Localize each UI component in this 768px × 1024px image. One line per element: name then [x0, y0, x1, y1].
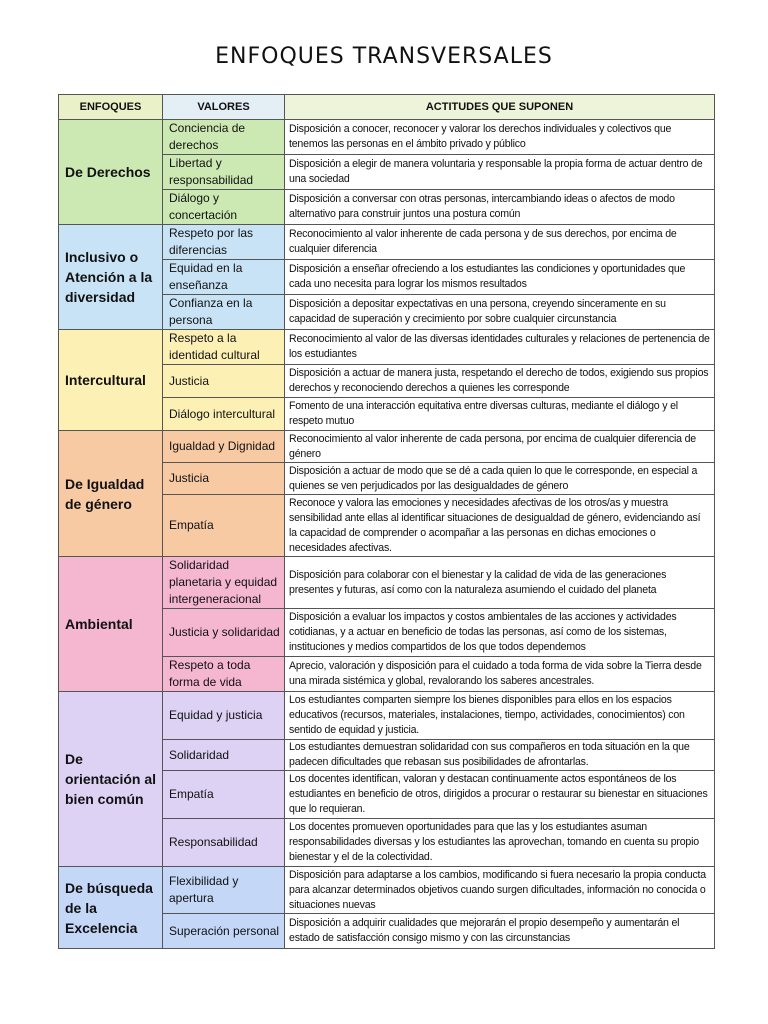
- valor-cell: Superación personal: [163, 914, 285, 949]
- valor-cell: Justicia: [163, 365, 285, 398]
- actitud-cell: Disposición a conversar con otras personas, intercambiando ideas o afectos de modo alternativo para construir juntos una postura común: [285, 190, 715, 225]
- valor-cell: Empatía: [163, 495, 285, 557]
- header-enfoques: ENFOQUES: [59, 95, 163, 120]
- header-actitudes: ACTITUDES QUE SUPONEN: [285, 95, 715, 120]
- actitud-cell: Reconoce y valora las emociones y necesidades afectivas de los otros/as y muestra sensibilidad ante ellas al identificar situaciones de desigualdad de género, evidenciando así la capacidad de comprender o acompañar a las personas en dichas emociones o necesidades afectivas.: [285, 495, 715, 557]
- valor-cell: Confianza en la persona: [163, 295, 285, 330]
- actitud-cell: Aprecio, valoración y disposición para el cuidado a toda forma de vida sobre la Tierra desde una mirada sistémica y global, revalorando los saberes ancestrales.: [285, 657, 715, 692]
- valor-cell: Diálogo y concertación: [163, 190, 285, 225]
- valor-cell: Justicia: [163, 463, 285, 495]
- actitud-cell: Reconocimiento al valor inherente de cada persona y de sus derechos, por encima de cualquier diferencia: [285, 225, 715, 260]
- valor-cell: Solidaridad planetaria y equidad intergeneracional: [163, 557, 285, 609]
- valor-cell: Igualdad y Dignidad: [163, 431, 285, 463]
- actitud-cell: Disposición a actuar de modo que se dé a cada quien lo que le corresponde, en especial a quienes se ven perjudicados por las desigualdades de género: [285, 463, 715, 495]
- actitud-cell: Disposición a depositar expectativas en una persona, creyendo sinceramente en su capacidad de superación y crecimiento por sobre cualquier circunstancia: [285, 295, 715, 330]
- enfoque-derechos: De Derechos: [59, 120, 163, 225]
- valor-cell: Equidad en la enseñanza: [163, 260, 285, 295]
- actitud-cell: Los docentes identifican, valoran y destacan continuamente actos espontáneos de los estudiantes en beneficio de otros, dirigidos a procurar o restaurar su bienestar en situaciones que lo requieran.: [285, 771, 715, 819]
- actitud-cell: Disposición a adquirir cualidades que mejorarán el propio desempeño y aumentarán el estado de satisfacción consigo mismo y con las circunstancias: [285, 914, 715, 949]
- valor-cell: Conciencia de derechos: [163, 120, 285, 155]
- actitud-cell: Disposición para colaborar con el bienestar y la calidad de vida de las generaciones presentes y futuras, así como con la naturaleza asumiendo el cuidado del planeta: [285, 557, 715, 609]
- actitud-cell: Los estudiantes demuestran solidaridad con sus compañeros en toda situación en la que padecen dificultades que rebasan sus posibilidades de afrontarlas.: [285, 740, 715, 771]
- valor-cell: Respeto a toda forma de vida: [163, 657, 285, 692]
- header-valores: VALORES: [163, 95, 285, 120]
- enfoque-inclusivo: Inclusivo o Atención a la diversidad: [59, 225, 163, 330]
- table-header-row: [59, 95, 715, 120]
- actitud-cell: Disposición para adaptarse a los cambios, modificando si fuera necesario la propia conducta para alcanzar determinados objetivos cuando surgen dificultades, información no conocida o situaciones nuevas: [285, 867, 715, 914]
- valor-cell: Diálogo intercultural: [163, 398, 285, 431]
- valor-cell: Respeto a la identidad cultural: [163, 330, 285, 365]
- actitud-cell: Los docentes promueven oportunidades para que las y los estudiantes asuman responsabilidades diversas y los estudiantes las aprovechan, tomando en cuenta su propio bienestar y el de la colectividad.: [285, 819, 715, 867]
- table-row: [59, 330, 715, 365]
- enfoque-intercultural: Intercultural: [59, 330, 163, 431]
- valor-cell: Justicia y solidaridad: [163, 609, 285, 657]
- actitud-cell: Disposición a elegir de manera voluntaria y responsable la propia forma de actuar dentro de una sociedad: [285, 155, 715, 190]
- valor-cell: Libertad y responsabilidad: [163, 155, 285, 190]
- actitud-cell: Disposición a conocer, reconocer y valorar los derechos individuales y colectivos que tenemos las personas en el ámbito privado y público: [285, 120, 715, 155]
- enfoque-bien-comun: De orientación al bien común: [59, 692, 163, 867]
- table-row: [59, 867, 715, 914]
- actitud-cell: Los estudiantes comparten siempre los bienes disponibles para ellos en los espacios educativos (recursos, materiales, instalaciones, tiempo, actividades, conocimientos) con sentido de equidad y justicia.: [285, 692, 715, 740]
- actitud-cell: Reconocimiento al valor de las diversas identidades culturales y relaciones de pertenencia de los estudiantes: [285, 330, 715, 365]
- enfoque-ambiental: Ambiental: [59, 557, 163, 692]
- enfoques-table: [58, 94, 715, 949]
- valor-cell: Empatía: [163, 771, 285, 819]
- table-row: [59, 120, 715, 155]
- valor-cell: Solidaridad: [163, 740, 285, 771]
- valor-cell: Flexibilidad y apertura: [163, 867, 285, 914]
- valor-cell: Equidad y justicia: [163, 692, 285, 740]
- table-row: [59, 225, 715, 260]
- actitud-cell: Disposición a evaluar los impactos y costos ambientales de las acciones y actividades cotidianas, y a actuar en beneficio de todas las personas, así como de los sistemas, instituciones y medios compartidos de los que todos dependemos: [285, 609, 715, 657]
- enfoque-igualdad-genero: De Igualdad de género: [59, 431, 163, 557]
- table-row: [59, 557, 715, 609]
- enfoque-excelencia: De búsqueda de la Excelencia: [59, 867, 163, 949]
- actitud-cell: Disposición a enseñar ofreciendo a los estudiantes las condiciones y oportunidades que cada uno necesita para lograr los mismos resultados: [285, 260, 715, 295]
- actitud-cell: Fomento de una interacción equitativa entre diversas culturas, mediante el diálogo y el respeto mutuo: [285, 398, 715, 431]
- table-row: [59, 431, 715, 463]
- actitud-cell: Disposición a actuar de manera justa, respetando el derecho de todos, exigiendo sus propios derechos y reconociendo derechos a quienes les corresponde: [285, 365, 715, 398]
- page-title: ENFOQUES TRANSVERSALES: [215, 44, 553, 69]
- valor-cell: Respeto por las diferencias: [163, 225, 285, 260]
- actitud-cell: Reconocimiento al valor inherente de cada persona, por encima de cualquier diferencia de género: [285, 431, 715, 463]
- table-row: [59, 692, 715, 740]
- valor-cell: Responsabilidad: [163, 819, 285, 867]
